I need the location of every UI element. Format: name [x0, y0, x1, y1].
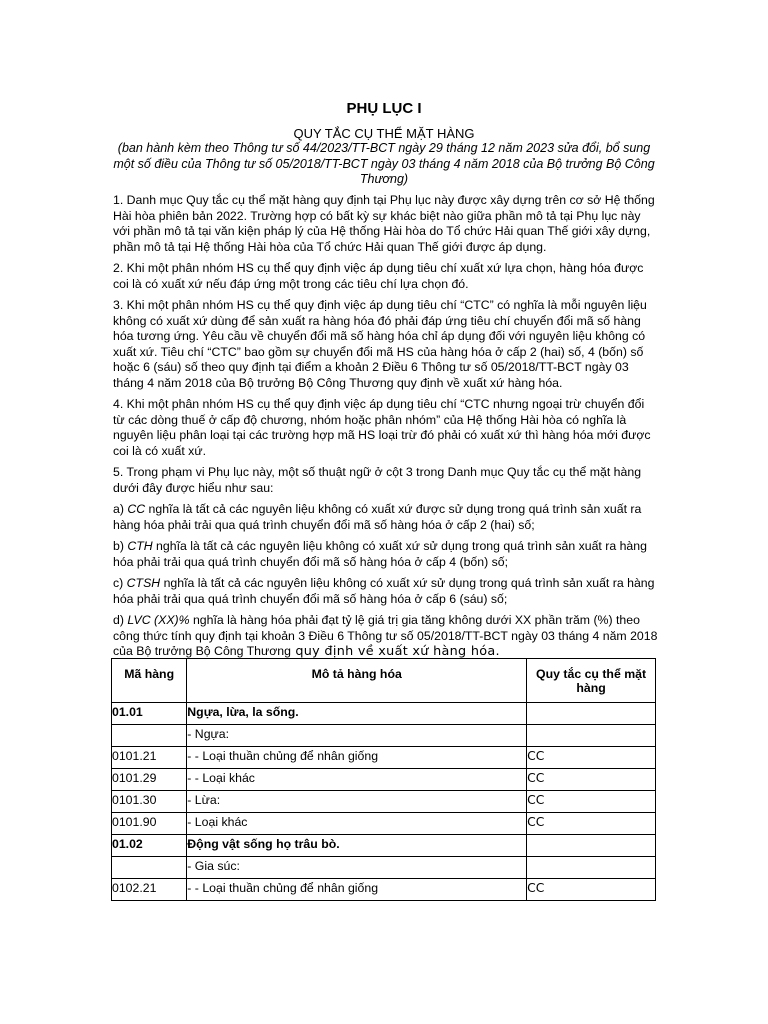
table-row [112, 725, 656, 747]
cell-hs-code: 0102.21 [112, 879, 187, 901]
cell-hs-code: 01.01 [112, 703, 187, 725]
cell-rule [527, 857, 656, 879]
cell-rule [527, 725, 656, 747]
definition-term: LVC (XX)% [127, 613, 190, 627]
definition-text: nghĩa là tất cả các nguyên liệu không có xuất xứ sử dụng trong quá trình sản xuất ra hàng hóa phải trải qua quá trình chuyển đổi mã số hàng hóa ở cấp 6 (sáu) số; [113, 576, 655, 606]
definition-prefix: a) [113, 502, 128, 516]
table-row [112, 813, 656, 835]
cell-hs-code [112, 725, 187, 747]
definition-cth [113, 539, 658, 570]
product-rules-table [111, 658, 656, 901]
cell-description: Ngựa, lừa, la sống. [187, 703, 527, 725]
definition-term: CC [127, 502, 146, 516]
definition-cc [113, 502, 658, 533]
definition-tail: quy định về xuất xứ hàng hóa. [290, 644, 500, 659]
cell-hs-code: 0101.21 [112, 747, 187, 769]
definition-text: nghĩa là tất cả các nguyên liệu không có xuất xứ sử dụng trong quá trình sản xuất ra hàng hóa phải trải qua quá trình chuyển đổi mã số hàng hóa ở cấp 4 (bốn) số; [113, 539, 647, 569]
table-row [112, 747, 656, 769]
table-header-row [112, 659, 656, 703]
paragraph-1: 1. Danh mục Quy tắc cụ thể mặt hàng quy định tại Phụ lục này được xây dựng trên cơ sở Hệ thống Hài hòa phiên bản 2022. Trường hợp có bất kỳ sự khác biệt nào giữa phần mô tả tại Phụ lục này với phần mô tả tại văn kiện pháp lý của Hệ thống Hài hòa do Tổ chức Hải quan Thế giới xây dựng, phần mô tả tại Hệ thống Hài hòa của Tổ chức Hải quan Thế giới được áp dụng. [113, 193, 655, 254]
definition-lvc [113, 613, 658, 660]
table-row [112, 769, 656, 791]
cell-hs-code: 0101.29 [112, 769, 187, 791]
definition-prefix: b) [113, 539, 128, 553]
table-body [112, 703, 656, 901]
cell-rule: CC [527, 747, 656, 769]
document-subtitle: QUY TẮC CỤ THỂ MẶT HÀNG [293, 126, 475, 141]
cell-description: - - Loại thuần chủng để nhân giống [187, 879, 527, 901]
header-hs-code: Mã hàng [112, 659, 187, 703]
definition-prefix: c) [113, 576, 127, 590]
cell-description: - Lừa: [187, 791, 527, 813]
body-text [113, 193, 658, 666]
cell-description: - Ngựa: [187, 725, 527, 747]
cell-rule [527, 703, 656, 725]
header-description: Mô tả hàng hóa [187, 659, 527, 703]
table-row [112, 703, 656, 725]
definition-ctsh [113, 576, 658, 607]
cell-hs-code: 0101.30 [112, 791, 187, 813]
paragraph-4: 4. Khi một phân nhóm HS cụ thể quy định việc áp dụng tiêu chí “CTC nhưng ngoại trừ chuyển đổi từ các dòng thuế ở cấp độ chương, nhóm hoặc phân nhóm” của Hệ thống Hài hòa có nghĩa là nguyên liệu phân loại tại các trường hợp mã HS loại trừ đó phải có xuất xứ thì hàng hóa mới được coi là có xuất xứ. [113, 397, 651, 458]
cell-description: - Loại khác [187, 813, 527, 835]
table-row [112, 857, 656, 879]
cell-hs-code: 01.02 [112, 835, 187, 857]
definition-text: nghĩa là hàng hóa phải đạt tỷ lệ giá trị gia tăng không dưới XX phần trăm (%) theo công thức tính quy định tại khoản 3 Điều 6 Thông tư số 05/2018/TT-BCT ngày 03 tháng 4 năm 2018 của Bộ trưởng Bộ Công Thương [113, 613, 658, 658]
definition-term: CTH [127, 539, 153, 553]
document-title: PHỤ LỤC I [346, 100, 422, 117]
cell-description: - Gia súc: [187, 857, 527, 879]
cell-rule [527, 835, 656, 857]
table-row [112, 835, 656, 857]
header-rule: Quy tắc cụ thể mặt hàng [527, 659, 656, 703]
table-row [112, 879, 656, 901]
cell-hs-code [112, 857, 187, 879]
cell-rule: CC [527, 791, 656, 813]
cell-description: - - Loại khác [187, 769, 527, 791]
cell-rule: CC [527, 879, 656, 901]
paragraph-2: 2. Khi một phân nhóm HS cụ thể quy định việc áp dụng tiêu chí xuất xứ lựa chọn, hàng hóa được coi là có xuất xứ nếu đáp ứng một trong các tiêu chí lựa chọn đó. [113, 261, 644, 291]
cell-rule: CC [527, 769, 656, 791]
cell-rule: CC [527, 813, 656, 835]
definition-text: nghĩa là tất cả các nguyên liệu không có xuất xứ được sử dụng trong quá trình sản xuất ra hàng hóa phải trải qua quá trình chuyển đổi mã số hàng hóa ở cấp 2 (hai) số; [113, 502, 642, 532]
cell-description: - - Loại thuần chủng để nhân giống [187, 747, 527, 769]
cell-hs-code: 0101.90 [112, 813, 187, 835]
definition-term: CTSH [126, 576, 161, 590]
paragraph-5: 5. Trong phạm vi Phụ lục này, một số thuật ngữ ở cột 3 trong Danh mục Quy tắc cụ thể mặt hàng dưới đây được hiểu như sau: [113, 465, 642, 495]
cell-description: Động vật sống họ trâu bò. [187, 835, 527, 857]
paragraph-3: 3. Khi một phân nhóm HS cụ thể quy định việc áp dụng tiêu chí “CTC” có nghĩa là mỗi nguyên liệu không có xuất xứ dùng để sản xuất ra hàng hóa đó phải đáp ứng tiêu chí chuyển đổi mã số hàng hóa tương ứng. Yêu cầu về chuyển đổi mã số hàng hóa chỉ áp dụng đối với nguyên liệu không có xuất xứ. Tiêu chí “CTC” bao gồm sự chuyển đổi mã HS của hàng hóa ở cấp 2 (hai) số, 4 (bốn) số hoặc 6 (sáu) số theo quy định tại điểm a khoản 2 Điều 6 Thông tư số 05/2018/TT-BCT ngày 03 tháng 4 năm 2018 của Bộ trưởng Bộ Công Thương quy định về xuất xứ hàng hóa. [113, 298, 647, 390]
table-row [112, 791, 656, 813]
issuance-note: (ban hành kèm theo Thông tư số 44/2023/TT-BCT ngày 29 tháng 12 năm 2023 sửa đổi, bổ sung một số điều của Thông tư số 05/2018/TT-BCT ngày 03 tháng 4 năm 2018 của Bộ trưởng Bộ Công Thương) [113, 141, 655, 186]
definition-prefix: d) [113, 613, 128, 627]
